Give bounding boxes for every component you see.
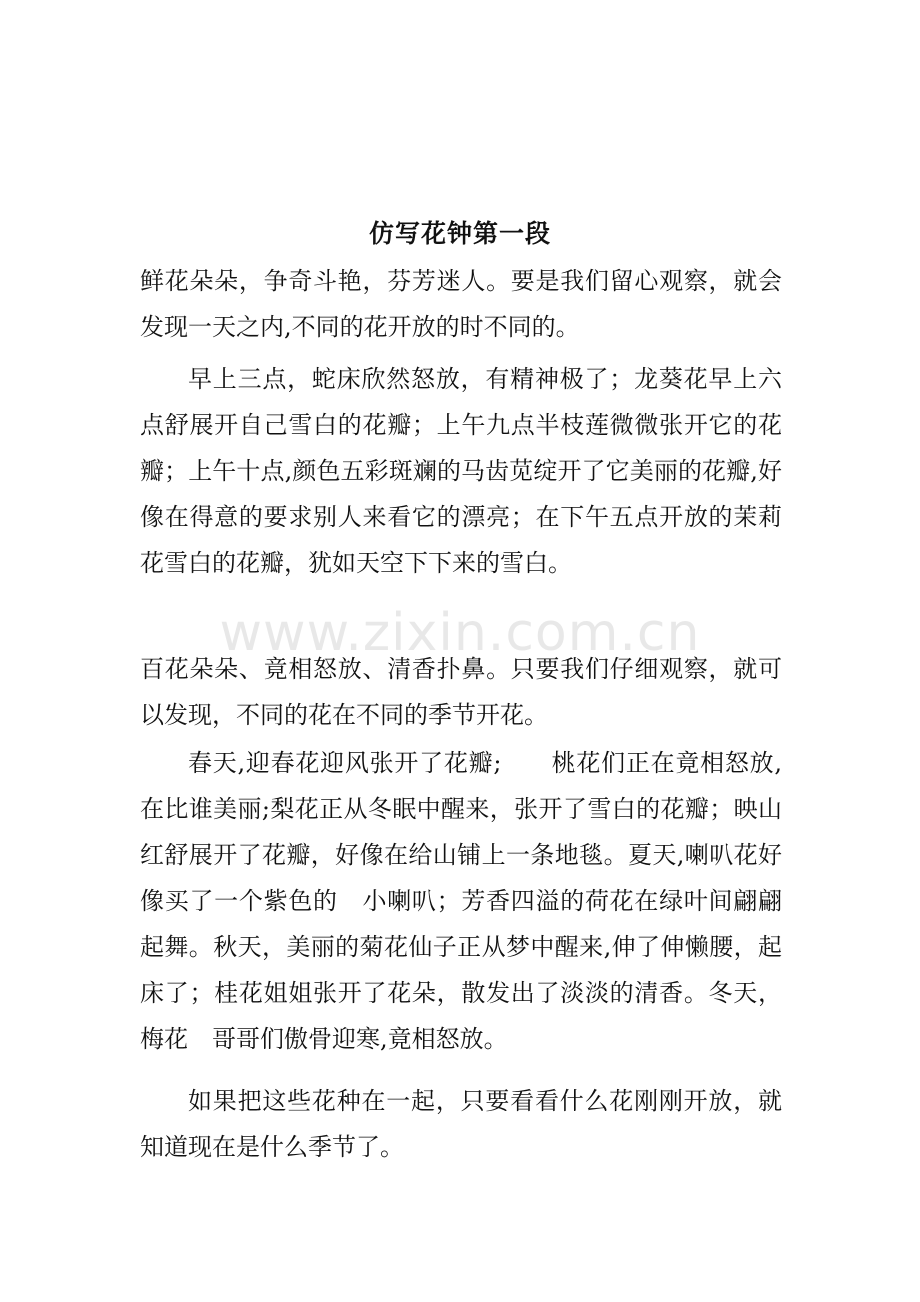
site-watermark: www.zixin.com.cn bbox=[219, 603, 701, 663]
paragraph-conclusion: 如果把这些花种在一起，只要看看什么花刚刚开放，就知道现在是什么季节了。 bbox=[140, 1087, 782, 1161]
document-title: 仿写花钟第一段 bbox=[368, 219, 551, 248]
paragraph-seasons: 春天,迎春花迎风张开了花瓣; 桃花们正在竟相怒放,在比谁美丽;梨花正从冬眠中醒来，张开了雪白的花瓣；映山红舒展开了花瓣，好像在给山铺上一条地毯。夏天,喇叭花好像买了一个紫色的 小喇叭；芳香四溢的荷花在绿叶间翩翩起舞。秋天，美丽的菊花仙子正从梦中醒来,伸了伸懒腰，起床了；桂花姐姐张开了花朵，散发出了淡淡的清香。冬天，梅花 哥哥们傲骨迎寒,竟相怒放。 bbox=[140, 749, 782, 1053]
paragraph-intro-day: 鲜花朵朵，争奇斗艳，芬芳迷人。要是我们留心观察，就会发现一天之内,不同的花开放的时不同的。 bbox=[140, 267, 782, 341]
paragraph-hours: 早上三点，蛇床欣然怒放，有精神极了；龙葵花早上六点舒展开自己雪白的花瓣；上午九点半枝莲微微张开它的花瓣；上午十点,颜色五彩斑斓的马齿苋绽开了它美丽的花瓣,好像在得意的要求别人来看它的漂亮；在下午五点开放的茉莉花雪白的花瓣，犹如天空下下来的雪白。 bbox=[140, 365, 782, 577]
paragraph-intro-seasons: 百花朵朵、竟相怒放、清香扑鼻。只要我们仔细观察，就可以发现，不同的花在不同的季节开花。 bbox=[140, 655, 782, 729]
